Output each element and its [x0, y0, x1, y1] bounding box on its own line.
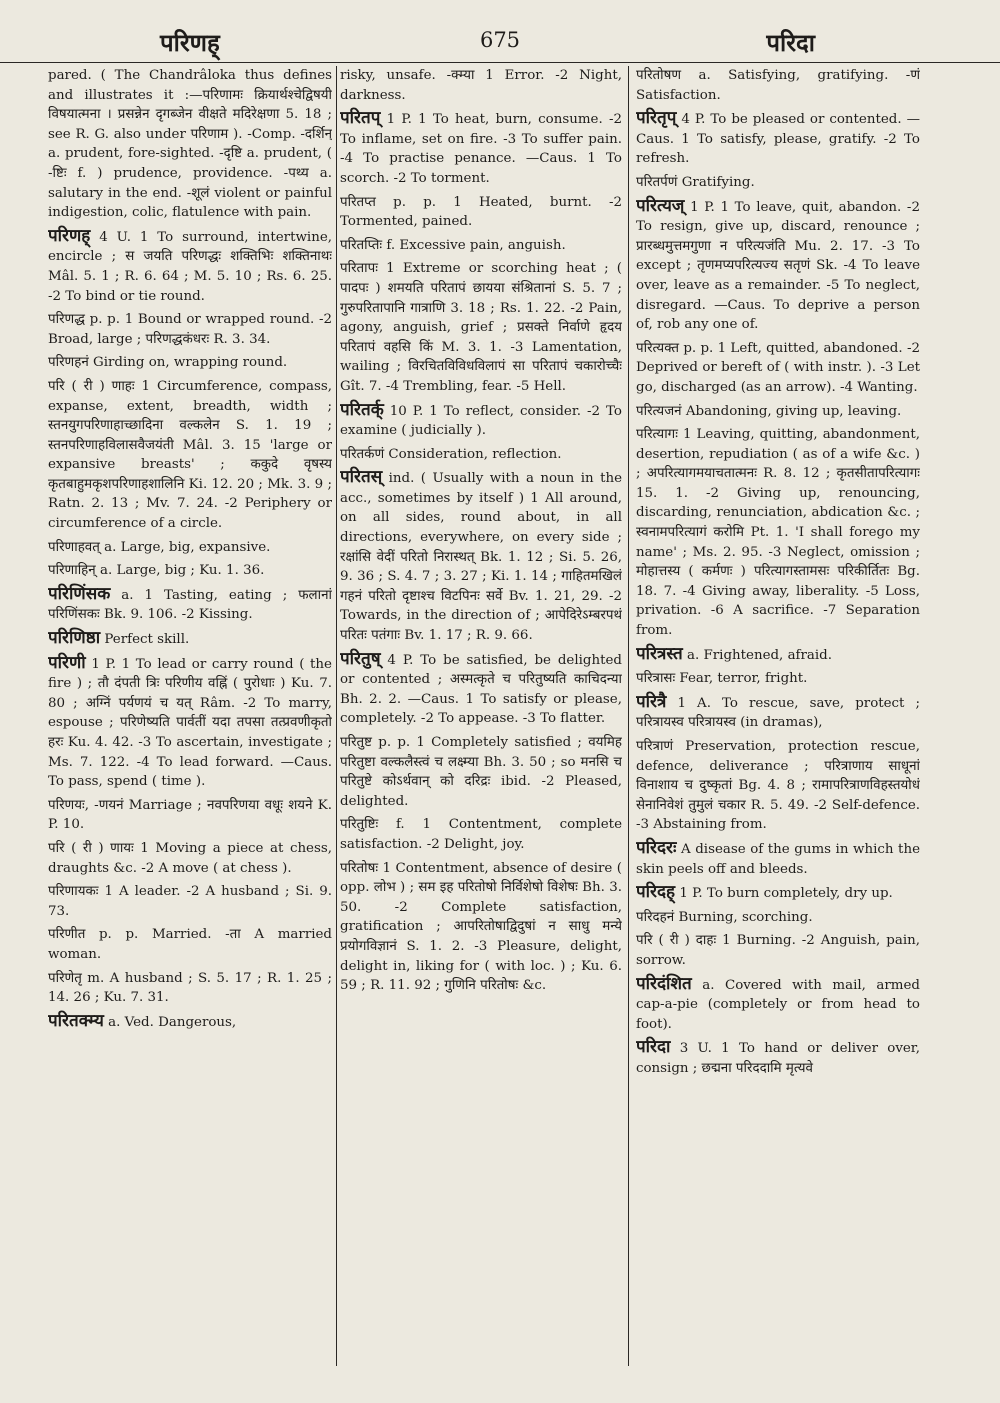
entry-definition: परि ( री ) णायः 1 Moving a piece at chess, draughts &c. -2 A move ( at chess ).: [48, 840, 332, 876]
dictionary-entry: [48, 839, 332, 878]
entry-definition: परित्राणं Preservation, protection rescue, defence, deliverance ; परित्राणाय साधूनां विनाशाय च दुष्कृतां Bg. 4. 8 ; रामापरित्राणविहस्तयोधं सेनानिवेशं तुमुलं चकार R. 5. 49. -2 Self-defence. -3 Abstaining from.: [636, 739, 920, 833]
dictionary-entry: [340, 401, 622, 441]
entry-definition: परितुष्टिः f. 1 Contentment, complete satisfaction. -2 Delight, joy.: [340, 817, 622, 852]
dictionary-entry: [340, 650, 622, 729]
dictionary-entry: [340, 859, 622, 996]
entry-definition: परितर्पणं Gratifying.: [636, 174, 755, 190]
entry-definition: a. 1 Tasting, eating ; फलानां परिणिंसकः Bk. 9. 106. -2 Kissing.: [48, 587, 332, 623]
dictionary-entry: [636, 66, 920, 105]
dictionary-entry: [636, 931, 920, 970]
column-2: [340, 66, 622, 1388]
dictionary-entry: [48, 538, 332, 558]
entry-definition: A disease of the gums in which the skin peels off and bleeds.: [636, 841, 920, 877]
entry-definition: परित्यक्त p. p. 1 Left, quitted, abandoned. -2 Deprived or bereft of ( with instr. ). -3 Let go, discharged (as an arrow). -4 Wanting.: [636, 340, 920, 395]
entry-headword: परिणिष्ठा: [48, 628, 101, 649]
dictionary-entry: [48, 796, 332, 835]
entry-definition: परितापः 1 Extreme or scorching heat ; ( पादपः ) शमयति परितापं छायया संश्रितानां S. 5. 7 ; गुरुपरितापानि गात्राणि 3. 18 ; Rs. 1. 22. -2 Pain, agony, anguish, grief ; प्रसक्ते निर्वाणे हृदय परितापं वहसि किं M. 3. 1. -3 Lamentation, wailing ; विरचितविविधविलापं सा परितापं चकारोच्चैः Gît. 7. -4 Trembling, fear. -5 Hell.: [340, 261, 622, 394]
entry-headword: परितृप्: [636, 108, 677, 129]
entry-definition: 1 A. To rescue, save, protect ; परित्रायस्व परित्रायस्व (in dramas),: [636, 695, 920, 731]
entry-definition: परिणाहिन् a. Large, big ; Ku. 1. 36.: [48, 563, 265, 579]
dictionary-entry: [636, 339, 920, 398]
entry-headword: परिणिंसक: [48, 583, 111, 604]
entry-definition: परिणायकः 1 A leader. -2 A husband ; Si. 9. 73.: [48, 884, 332, 919]
entry-headword: परितप्: [340, 108, 381, 129]
dictionary-entry: [340, 236, 622, 256]
dictionary-entry: [48, 227, 332, 306]
dictionary-entry: [48, 310, 332, 349]
dictionary-entry: [340, 445, 622, 465]
dictionary-entry: [636, 975, 920, 1035]
entry-definition: 1 P. 1 To heat, burn, consume. -2 To inflame, set on fire. -3 To suffer pain. -4 To practise penance. —Caus. 1 To scorch. -2 To torment.: [340, 112, 622, 186]
dictionary-entry: [48, 353, 332, 373]
dictionary-entry: [636, 839, 920, 879]
left-running-headword: परिणह्: [160, 28, 220, 57]
entry-headword: परिणह्: [48, 225, 91, 246]
dictionary-entry: [48, 1012, 332, 1033]
dictionary-entry: [636, 693, 920, 733]
dictionary-entry: [636, 197, 920, 335]
dictionary-entry: [636, 669, 920, 689]
entry-definition: a. Frightened, afraid.: [686, 647, 833, 663]
dictionary-entry: [636, 645, 920, 666]
page-header: [0, 22, 1000, 63]
entry-definition: Perfect skill.: [104, 632, 190, 648]
entry-definition: परितप्त p. p. 1 Heated, burnt. -2 Tormented, pained.: [340, 194, 622, 230]
dictionary-entry: [48, 561, 332, 581]
entry-definition: 4 P. To be pleased or contented. —Caus. 1 To satisfy, please, gratify. -2 To refresh.: [636, 112, 920, 167]
dictionary-entry: [636, 173, 920, 193]
entry-definition: परितप्तिः f. Excessive pain, anguish.: [340, 237, 566, 253]
entry-definition: pared. ( The Chandrâloka thus defines and illustrates it :—परिणामः क्रियार्थश्चेद्विषयी विषयात्मना । प्रसन्नेन दृगब्जेन वीक्षते मदिरेक्षणा 5. 18 ; see R. G. also under परिणाम ). -Comp. -दर्शिन् a. prudent, fore-sighted. -दृष्टि a. prudent, ( -ष्टिः f. ) prudence, providence. -पथ्य a. salutary in the end. -शूलं violent or painful indigestion, colic, flatulence with pain.: [48, 68, 332, 221]
entry-headword: परिदह्: [636, 882, 676, 903]
entry-headword: परिदरः: [636, 837, 677, 858]
entry-definition: परित्यागः 1 Leaving, quitting, abandonment, desertion, repudiation ( as of a wife &c. ) ; अपरित्यागमयाचतात्मनः R. 8. 12 ; कृतसीतापरित्यागः 15. 1. -2 Giving up, renouncing, discarding, renunciation, abdication &c. ; स्वनामपरित्यागं करोमि Pt. 1. 'I shall forego my name' ; Ms. 2. 95. -3 Neglect, omission ; मोहात्तस्य ( कर्मणः ) परित्यागस्तामसः परिकीर्तितः Bg. 18. 7. -4 Giving away, liberality. -5 Loss, privation. -6 A sacrifice. -7 Separation from.: [636, 427, 920, 639]
entry-definition: 4 U. 1 To surround, intertwine, encircle ; स जयति परिणद्धः शक्तिभिः शक्तिनाथः Mâl. 5. 1 ; R. 6. 64 ; M. 5. 10 ; Rs. 6. 25. -2 To bind or tie round.: [48, 229, 332, 304]
entry-definition: a. Covered with mail, armed cap-a-pie (completely or from head to foot).: [636, 977, 920, 1032]
entry-headword: परिदा: [636, 1037, 671, 1058]
entry-definition: परित्रासः Fear, terror, fright.: [636, 671, 808, 687]
dictionary-entry: [340, 259, 622, 396]
dictionary-entry: [48, 882, 332, 921]
dictionary-entry: [340, 66, 622, 105]
entry-definition: परिदहनं Burning, scorching.: [636, 909, 813, 925]
dictionary-entry: [340, 468, 622, 645]
entry-definition: परिणेतृ m. A husband ; S. 5. 17 ; R. 1. 25 ; 14. 26 ; Ku. 7. 31.: [48, 970, 332, 1006]
entry-definition: परितुष्ट p. p. 1 Completely satisfied ; वयमिह परितुष्टा वल्कलैस्त्वं च लक्ष्म्या Bh. 3. 50 ; so मनसि च परितुष्टे कोऽर्थवान् को दरिद्रः ibid. -2 Pleased, delighted.: [340, 735, 622, 809]
entry-definition: परि ( री ) दाहः 1 Burning. -2 Anguish, pain, sorrow.: [636, 933, 920, 968]
entry-definition: परितोषः 1 Contentment, absence of desire ( opp. लोभ ) ; सम इह परितोषो निर्विशेषो विशेषः Bh. 3. 50. -2 Complete satisfaction, gratification ; आपरितोषाद्विदुषां न साधु मन्ये प्रयोगविज्ञानं S. 1. 2. -3 Pleasure, delight, delight in, liking for ( with loc. ) ; Ku. 6. 59 ; R. 11. 92 ; गुणिनि परितोषः &c.: [340, 860, 622, 994]
entry-definition: 3 U. 1 To hand or deliver over, consign ; छद्मना परिददामि मृत्यवे: [636, 1041, 920, 1076]
column-1: [48, 66, 332, 1388]
entry-headword: परितुष्: [340, 648, 381, 669]
entry-headword: परितर्क्: [340, 399, 384, 420]
entry-headword: परित्रै: [636, 691, 667, 712]
dictionary-entry: [340, 109, 622, 188]
column-divider: [336, 66, 337, 1366]
dictionary-entry: [48, 925, 332, 964]
entry-definition: 1 P. 1 To leave, quit, abandon. -2 To resign, give up, discard, renounce ; प्रारब्धमुत्तमगुणा न परित्यजंति Mu. 2. 17. -3 To except ; तृणमप्यपरित्यज्य सतृणं Sk. -4 To leave over, leave as a remainder. -5 To neglect, disregard. —Caus. To deprive a person of, rob any one of.: [636, 199, 920, 333]
dictionary-entry: [48, 585, 332, 625]
entry-headword: परित्यज्: [636, 195, 685, 216]
entry-definition: 4 P. To be satisfied, be delighted or contented ; अस्मत्कृते च परितुष्यति काचिदन्या Bh. 2. 2. —Caus. 1 To satisfy or please, completely. -2 To appease. -3 To flatter.: [340, 652, 622, 727]
entry-definition: 10 P. 1 To reflect, consider. -2 To examine ( judicially ).: [340, 403, 622, 439]
entry-definition: परिणाहवत् a. Large, big, expansive.: [48, 539, 271, 555]
dictionary-entry: [340, 815, 622, 854]
entry-definition: a. Ved. Dangerous,: [108, 1014, 237, 1030]
entry-definition: ind. ( Usually with a noun in the acc., sometimes by itself ) 1 All around, on all sides, round about, in all directions, everywhere, on every side ; रक्षांसि वेदीं परितो निरास्थत् Bk. 1. 12 ; Si. 5. 26, 9. 36 ; S. 4. 7 ; 3. 27 ; Ki. 1. 14 ; गाहितमखिलं गहनं परितो दृष्टाश्च विटपिनः सर्वे Bv. 1. 21, 29. -2 Towards, in the direction of ; आपेदिरेऽम्बरपथं परितः पतंगाः Bv. 1. 17 ; R. 9. 66.: [340, 471, 622, 644]
dictionary-entry: [48, 969, 332, 1008]
entry-definition: परि ( री ) णाहः 1 Circumference, compass, expanse, extent, breadth, width ; स्तनयुगपरिणाहाच्छादिना वल्कलेन S. 1. 19 ; स्तनपरिणाहविलासवैजयंती Mâl. 3. 15 'large or expansive breasts' ; ककुदे वृषस्य कृतबाहुमकृशपरिणाहशालिनि Ki. 12. 20 ; Mk. 3. 9 ; Ratn. 2. 13 ; Mv. 7. 24. -2 Periphery or circumference of a circle.: [48, 378, 332, 532]
dictionary-entry: [340, 193, 622, 232]
dictionary-entry: [340, 733, 622, 811]
dictionary-entry: [636, 737, 920, 835]
entry-definition: 1 P. To burn completely, dry up.: [679, 886, 893, 902]
entry-definition: risky, unsafe. -क्म्या 1 Error. -2 Night, darkness.: [340, 68, 622, 103]
entry-definition: परिणहनं Girding on, wrapping round.: [48, 355, 288, 371]
dictionary-entry: [48, 654, 332, 792]
dictionary-entry: [48, 629, 332, 650]
entry-definition: परिणद्ध p. p. 1 Bound or wrapped round. -2 Broad, large ; परिणद्धकंधरः R. 3. 34.: [48, 312, 332, 347]
entry-headword: परिदंशित: [636, 973, 692, 994]
column-3: [636, 66, 920, 1388]
dictionary-entry: [636, 402, 920, 422]
entry-definition: परितोषण a. Satisfying, gratifying. -णं Satisfaction.: [636, 68, 920, 103]
entry-definition: 1 P. 1 To lead or carry round ( the fire ) ; तौ दंपती त्रिः परिणीय वह्निं ( पुरोधाः ) Ku. 7. 80 ; अग्निं पर्यणयं च यत् Râm. -2 To marry, espouse ; परिणेष्यति पार्वतीं यदा तपसा तत्प्रवणीकृतो हरः Ku. 4. 42. -3 To ascertain, investigate ; Ms. 7. 122. -4 To lead forward. —Caus. To pass, spend ( time ).: [48, 656, 332, 790]
dictionary-entry: [48, 377, 332, 534]
page-number: 675: [479, 28, 521, 52]
entry-definition: परिणीत p. p. Married. -ता A married woman.: [48, 927, 332, 962]
dictionary-entry: [636, 425, 920, 641]
entry-headword: परित्रस्त: [636, 643, 683, 664]
right-running-headword: परिदा: [766, 28, 815, 57]
entry-definition: परिणयः, -णयनं Marriage ; नवपरिणया वधूः शयने K. P. 10.: [48, 797, 332, 833]
entry-definition: परितर्कणं Consideration, reflection.: [340, 446, 562, 462]
column-divider: [628, 66, 629, 1366]
entry-headword: परिणी: [48, 652, 86, 673]
dictionary-entry: [636, 908, 920, 928]
dictionary-entry: [636, 109, 920, 169]
entry-headword: परितस्: [340, 467, 383, 488]
dictionary-entry: [48, 66, 332, 223]
dictionary-entry: [636, 883, 920, 904]
dictionary-entry: [636, 1038, 920, 1078]
entry-definition: परित्यजनं Abandoning, giving up, leaving.: [636, 403, 902, 419]
entry-headword: परितक्म्य: [48, 1010, 104, 1031]
